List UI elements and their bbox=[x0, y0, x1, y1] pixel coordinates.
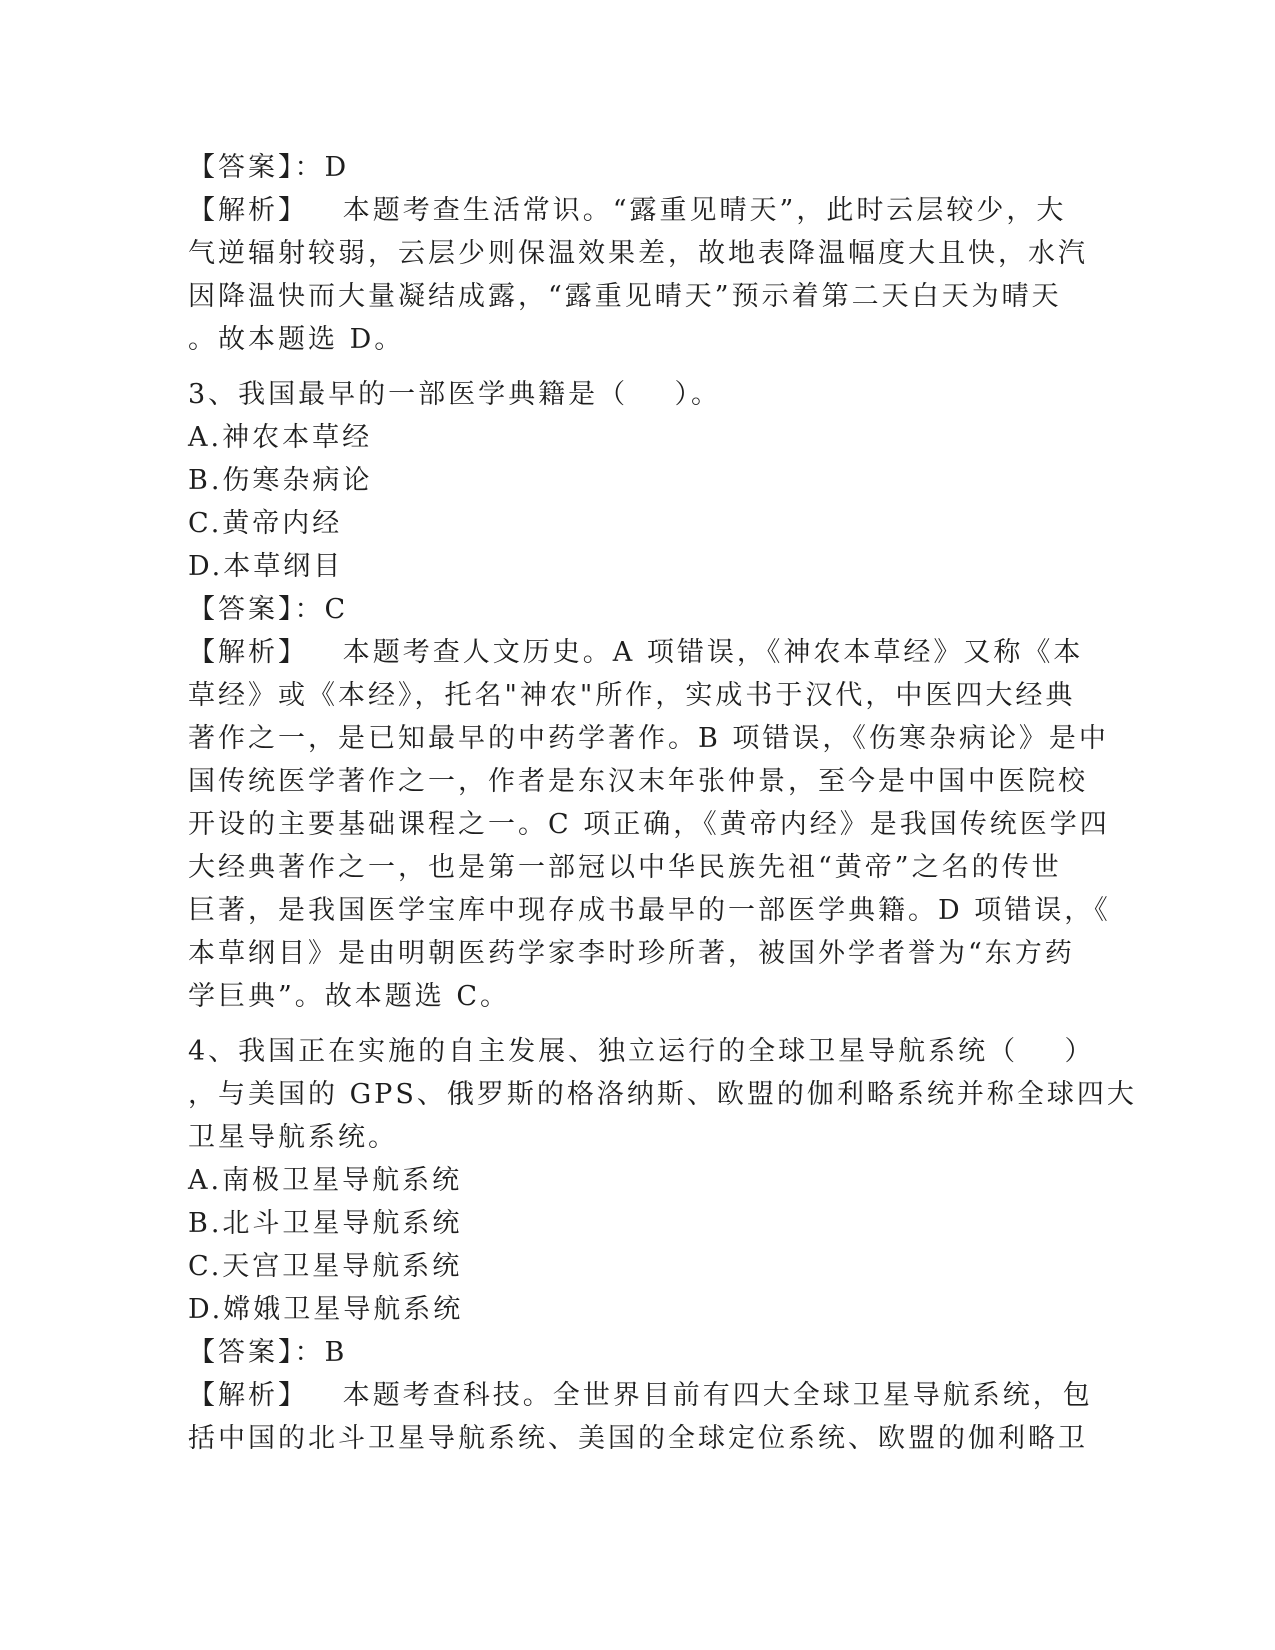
q4-analysis-line: 【解析】 本题考查科技。全世界目前有四大全球卫星导航系统，包 bbox=[188, 1380, 1093, 1411]
q4-stem: 4、我国正在实施的自主发展、独立运行的全球卫星导航系统（ ） bbox=[188, 1036, 1095, 1067]
q3-analysis-line: 大经典著作之一，也是第一部冠以中华民族先祖“黄帝”之名的传世 bbox=[188, 852, 1062, 883]
q3-analysis-line: 本草纲目》是由明朝医药学家李时珍所著，被国外学者誉为“东方药 bbox=[188, 938, 1075, 969]
spacer bbox=[188, 361, 1078, 373]
q3-option-d: D.本草纲目 bbox=[188, 551, 344, 582]
q2-analysis-line: 气逆辐射较弱，云层少则保温效果差，故地表降温幅度大且快，水汽 bbox=[188, 238, 1088, 269]
q3-analysis-line: 开设的主要基础课程之一。C 项正确，《黄帝内经》是我国传统医学四 bbox=[188, 809, 1110, 840]
q4-analysis-line: 括中国的北斗卫星导航系统、美国的全球定位系统、欧盟的伽利略卫 bbox=[188, 1423, 1088, 1454]
q4-option-c: C.天宫卫星导航系统 bbox=[188, 1251, 463, 1282]
q3-analysis-line: 著作之一，是已知最早的中药学著作。B 项错误，《伤寒杂病论》是中 bbox=[188, 723, 1109, 754]
q3-answer: 【答案】：C bbox=[188, 594, 349, 625]
q3-option-a: A.神农本草经 bbox=[188, 422, 373, 453]
spacer bbox=[188, 1018, 1078, 1030]
q3-analysis-line: 巨著，是我国医学宝库中现存成书最早的一部医学典籍。D 项错误，《 bbox=[188, 895, 1111, 926]
q3-analysis-line: 【解析】 本题考查人文历史。A 项错误，《神农本草经》又称《本 bbox=[188, 637, 1084, 668]
q2-analysis-line: 。故本题选 D。 bbox=[188, 324, 405, 355]
q4-answer: 【答案】：B bbox=[188, 1337, 348, 1368]
q2-analysis-line: 因降温快而大量凝结成露，“露重见晴天”预示着第二天白天为晴天 bbox=[188, 281, 1062, 312]
q4-option-a: A.南极卫星导航系统 bbox=[188, 1165, 463, 1196]
q3-stem: 3、我国最早的一部医学典籍是（ ）。 bbox=[188, 379, 722, 410]
q3-analysis-line: 草经》或《本经》，托名"神农"所作，实成书于汉代，中医四大经典 bbox=[188, 680, 1076, 711]
document-page bbox=[188, 146, 1137, 1460]
q3-analysis-line: 学巨典”。故本题选 C。 bbox=[188, 981, 511, 1012]
q4-option-b: B.北斗卫星导航系统 bbox=[188, 1208, 463, 1239]
q3-analysis-line: 国传统医学著作之一，作者是东汉末年张仲景，至今是中国中医院校 bbox=[188, 766, 1088, 797]
q3-option-c: C.黄帝内经 bbox=[188, 508, 343, 539]
q4-stem: ，与美国的 GPS、俄罗斯的格洛纳斯、欧盟的伽利略系统并称全球四大 bbox=[188, 1079, 1137, 1110]
q2-answer: 【答案】：D bbox=[188, 152, 350, 183]
q3-option-b: B.伤寒杂病论 bbox=[188, 465, 373, 496]
q2-analysis-line: 【解析】 本题考查生活常识。“露重见晴天”，此时云层较少，大 bbox=[188, 195, 1067, 226]
q4-option-d: D.嫦娥卫星导航系统 bbox=[188, 1294, 464, 1325]
q4-stem: 卫星导航系统。 bbox=[188, 1122, 398, 1153]
